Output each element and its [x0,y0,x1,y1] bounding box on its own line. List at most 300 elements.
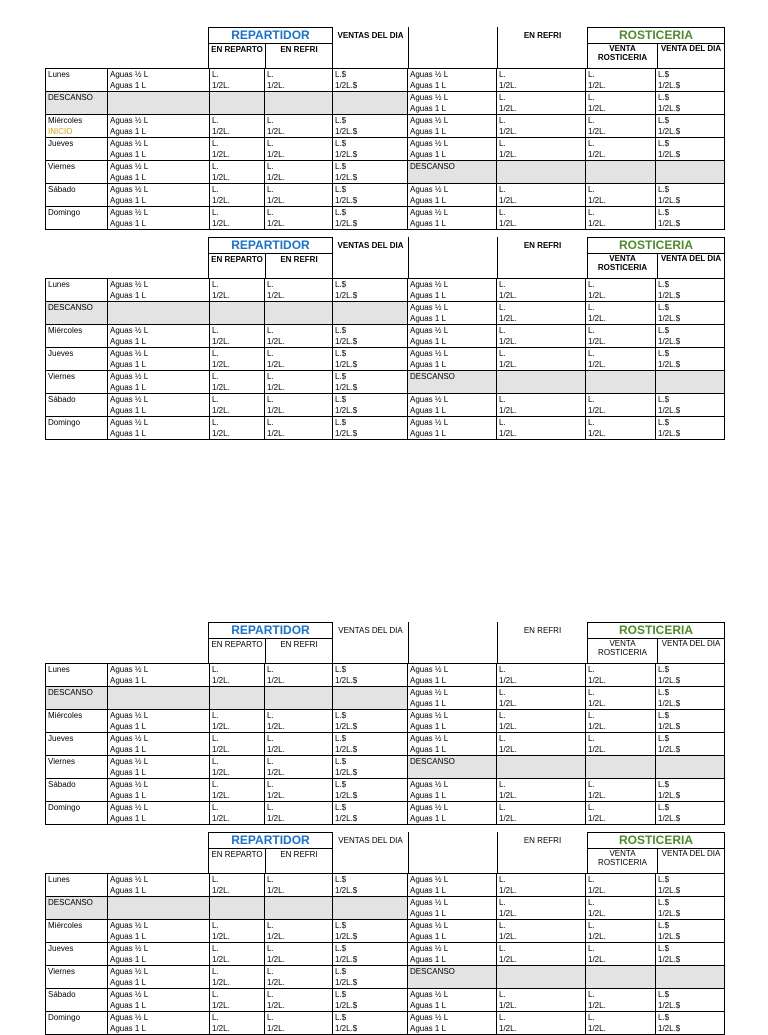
day-label: Viernes [48,967,75,976]
aguas-one-label: Aguas 1 L [410,314,447,323]
aguas-cell-2 [408,779,497,802]
venta-rosticeria-cell [586,687,656,710]
half-liter-amount-label: 1/2L.$ [658,1024,681,1033]
aguas-half-label: Aguas ½ L [110,1013,149,1022]
day-label: Domingo [48,803,81,812]
half-liter-label: 1/2L. [267,406,285,415]
venta-del-dia-cell [656,115,725,138]
col-ventas-del-dia: VENTAS DEL DIA [338,836,403,845]
half-liter-amount-label: 1/2L.$ [335,932,358,941]
aguas-one-label: Aguas 1 L [410,1024,447,1033]
ventas-cell [333,710,408,733]
en-reparto-cell [210,371,265,394]
aguas-half-label: Aguas ½ L [410,875,449,884]
en-reparto-cell [210,897,265,920]
day-label: Miércoles [48,711,83,720]
half-liter-amount-label: 1/2L.$ [658,196,681,205]
liter-label: L. [499,280,506,289]
liter-label: L. [212,280,219,289]
half-liter-label: 1/2L. [499,104,517,113]
liter-label: L. [588,803,595,812]
aguas-cell [108,325,210,348]
day-cell [46,1012,108,1035]
aguas-cell [108,802,210,825]
en-refri-cell [265,756,333,779]
en-reparto-cell [210,207,265,230]
liter-amount-label: L.$ [335,780,347,789]
half-liter-amount-label: 1/2L.$ [658,337,681,346]
liter-amount-label: L.$ [335,921,347,930]
aguas-cell-2 [408,687,497,710]
half-liter-label: 1/2L. [499,360,517,369]
ventas-cell [333,897,408,920]
col-en-refri: EN REFRI [265,254,332,279]
liter-label: L. [499,898,506,907]
table-row [46,161,725,184]
en-reparto-cell [210,989,265,1012]
table-row [46,989,725,1012]
liter-label: L. [267,326,274,335]
liter-label: L. [588,139,595,148]
liter-label: L. [267,395,274,404]
liter-label: L. [499,944,506,953]
en-refri-cell-2 [497,920,586,943]
liter-label: L. [267,990,274,999]
half-liter-label: 1/2L. [588,406,606,415]
half-liter-label: 1/2L. [499,291,517,300]
venta-del-dia-cell [656,756,725,779]
liter-label: L. [267,921,274,930]
liter-amount-label: L.$ [658,780,670,789]
aguas-one-label: Aguas 1 L [110,337,147,346]
half-liter-label: 1/2L. [588,219,606,228]
en-refri-cell [265,874,333,897]
schedule-table [45,873,725,1035]
schedule-block [45,237,724,440]
aguas-cell-2 [408,92,497,115]
half-liter-amount-label: 1/2L.$ [658,955,681,964]
aguas-cell-2 [408,69,497,92]
liter-amount-label: L.$ [335,372,347,381]
en-refri-cell [265,138,333,161]
day-label: Sábado [48,185,76,194]
liter-label: L. [212,70,219,79]
col-ventas-del-dia: VENTAS DEL DIA [337,241,404,250]
venta-rosticeria-cell [586,161,656,184]
venta-rosticeria-cell [586,325,656,348]
aguas-one-label: Aguas 1 L [110,791,147,800]
en-reparto-cell [210,710,265,733]
liter-label: L. [499,208,506,217]
en-refri-cell [265,325,333,348]
aguas-one-label: Aguas 1 L [110,150,147,159]
liter-label: L. [499,70,506,79]
en-refri-cell-2 [497,943,586,966]
liter-label: L. [267,875,274,884]
aguas-one-label: Aguas 1 L [410,1001,447,1010]
half-liter-amount-label: 1/2L.$ [658,676,681,685]
liter-amount-label: L.$ [335,990,347,999]
half-liter-label: 1/2L. [212,196,230,205]
ventas-cell [333,92,408,115]
aguas-cell-2 [408,161,497,184]
en-refri-cell-2 [497,417,586,440]
aguas-cell [108,920,210,943]
aguas-half-label: Aguas ½ L [410,898,449,907]
half-liter-label: 1/2L. [499,722,517,731]
aguas-half-label: Aguas ½ L [410,116,449,125]
half-liter-label: 1/2L. [588,104,606,113]
aguas-one-label: Aguas 1 L [410,699,447,708]
venta-rosticeria-cell [586,710,656,733]
day-cell [46,325,108,348]
half-liter-amount-label: 1/2L.$ [658,745,681,754]
en-refri-cell [265,69,333,92]
col-en-refri: EN REFRI [265,849,332,874]
aguas-one-label: Aguas 1 L [410,337,447,346]
aguas-one-label: Aguas 1 L [410,722,447,731]
descanso-label: DESCANSO [48,303,93,312]
col-venta-rosticeria: VENTA ROSTICERIA [587,638,657,663]
aguas-one-label: Aguas 1 L [110,219,147,228]
liter-label: L. [212,944,219,953]
liter-label: L. [267,70,274,79]
liter-amount-label: L.$ [335,967,347,976]
aguas-one-label: Aguas 1 L [110,1001,147,1010]
liter-label: L. [212,967,219,976]
day-cell [46,394,108,417]
half-liter-amount-label: 1/2L.$ [658,699,681,708]
en-refri-cell-2 [497,302,586,325]
day-cell [46,710,108,733]
day-cell [46,138,108,161]
table-row [46,920,725,943]
col-en-refri: EN REFRI [265,639,332,664]
liter-amount-label: L.$ [658,70,670,79]
half-liter-label: 1/2L. [267,955,285,964]
aguas-one-label: Aguas 1 L [110,173,147,182]
liter-amount-label: L.$ [335,711,347,720]
en-refri-cell-2 [497,184,586,207]
venta-del-dia-cell [656,874,725,897]
ventas-cell [333,371,408,394]
en-reparto-cell [210,1012,265,1035]
half-liter-label: 1/2L. [267,383,285,392]
ventas-header [332,832,409,873]
half-liter-label: 1/2L. [212,1024,230,1033]
liter-label: L. [588,990,595,999]
aguas-half-label: Aguas ½ L [110,967,149,976]
liter-label: L. [499,116,506,125]
liter-amount-label: L.$ [658,395,670,404]
venta-rosticeria-cell [586,874,656,897]
header-row [45,832,724,873]
liter-label: L. [212,1013,219,1022]
aguas-one-label: Aguas 1 L [410,219,447,228]
half-liter-amount-label: 1/2L.$ [335,383,358,392]
half-liter-label: 1/2L. [588,360,606,369]
aguas-one-label: Aguas 1 L [410,291,447,300]
en-refri-cell-2 [497,897,586,920]
half-liter-label: 1/2L. [588,150,606,159]
liter-amount-label: L.$ [335,280,347,289]
aguas-one-label: Aguas 1 L [410,104,447,113]
liter-label: L. [267,967,274,976]
rosticeria-title: ROSTICERIA [587,832,724,849]
liter-amount-label: L.$ [658,921,670,930]
half-liter-label: 1/2L. [588,745,606,754]
half-liter-amount-label: 1/2L.$ [658,360,681,369]
aguas-half-label: Aguas ½ L [410,1013,449,1022]
liter-label: L. [267,418,274,427]
venta-rosticeria-cell [586,69,656,92]
col-ventas-del-dia: VENTAS DEL DIA [338,626,403,635]
descanso-label: DESCANSO [410,757,455,766]
aguas-half-label: Aguas ½ L [110,162,149,171]
day-label: Miércoles [48,116,83,125]
en-refri-cell-2 [497,733,586,756]
table-row [46,943,725,966]
half-liter-label: 1/2L. [499,127,517,136]
aguas-cell [108,348,210,371]
ventas-cell [333,325,408,348]
half-liter-label: 1/2L. [267,932,285,941]
col-en-refri-2: EN REFRI [523,241,562,250]
col-venta-del-dia: VENTA DEL DIA [657,848,724,873]
liter-label: L. [499,688,506,697]
half-liter-label: 1/2L. [267,978,285,987]
aguas-half-label: Aguas ½ L [410,139,449,148]
table-row [46,394,725,417]
liter-label: L. [267,116,274,125]
aguas-one-label: Aguas 1 L [410,81,447,90]
ventas-cell [333,348,408,371]
aguas-half-label: Aguas ½ L [110,418,149,427]
aguas-cell-2 [408,184,497,207]
half-liter-label: 1/2L. [499,745,517,754]
ventas-cell [333,1012,408,1035]
half-liter-amount-label: 1/2L.$ [335,886,358,895]
liter-amount-label: L.$ [658,185,670,194]
day-cell [46,207,108,230]
en-reparto-cell [210,966,265,989]
liter-amount-label: L.$ [658,665,670,674]
half-liter-label: 1/2L. [588,886,606,895]
half-liter-label: 1/2L. [499,955,517,964]
liter-label: L. [499,303,506,312]
liter-amount-label: L.$ [335,875,347,884]
ventas-cell [333,779,408,802]
en-reparto-cell [210,920,265,943]
aguas-one-label: Aguas 1 L [110,955,147,964]
aguas-one-label: Aguas 1 L [110,978,147,987]
day-cell [46,989,108,1012]
half-liter-label: 1/2L. [267,429,285,438]
day-label: Lunes [48,280,70,289]
half-liter-label: 1/2L. [588,1001,606,1010]
half-liter-amount-label: 1/2L.$ [658,932,681,941]
aguas-cell [108,207,210,230]
aguas-half-label: Aguas ½ L [410,944,449,953]
day-label: Viernes [48,162,75,171]
en-refri-cell [265,1012,333,1035]
venta-del-dia-cell [656,138,725,161]
half-liter-label: 1/2L. [212,676,230,685]
half-liter-amount-label: 1/2L.$ [335,219,358,228]
table-row [46,371,725,394]
liter-amount-label: L.$ [335,734,347,743]
liter-label: L. [499,326,506,335]
rosticeria-header [497,622,725,663]
day-cell [46,664,108,687]
liter-label: L. [499,665,506,674]
table-row [46,664,725,687]
en-refri-cell [265,802,333,825]
ventas-cell [333,161,408,184]
en-refri-cell [265,302,333,325]
half-liter-label: 1/2L. [212,360,230,369]
aguas-half-label: Aguas ½ L [410,303,449,312]
en-refri-cell [265,394,333,417]
ventas-cell [333,756,408,779]
aguas-cell-2 [408,371,497,394]
liter-label: L. [212,990,219,999]
aguas-one-label: Aguas 1 L [110,1024,147,1033]
ventas-header [332,622,409,663]
half-liter-amount-label: 1/2L.$ [658,722,681,731]
en-reparto-cell [210,348,265,371]
aguas-cell-2 [408,279,497,302]
venta-rosticeria-cell [586,802,656,825]
half-liter-amount-label: 1/2L.$ [658,291,681,300]
liter-amount-label: L.$ [658,875,670,884]
table-row [46,687,725,710]
day-cell [46,279,108,302]
descanso-label: DESCANSO [410,372,455,381]
liter-label: L. [588,875,595,884]
liter-label: L. [212,372,219,381]
day-cell [46,733,108,756]
repartidor-title: REPARTIDOR [209,238,332,254]
aguas-cell [108,115,210,138]
aguas-cell-2 [408,664,497,687]
en-refri-cell [265,92,333,115]
schedule-table [45,68,725,230]
aguas-cell-2 [408,874,497,897]
half-liter-label: 1/2L. [267,81,285,90]
aguas-one-label: Aguas 1 L [110,383,147,392]
liter-amount-label: L.$ [658,139,670,148]
schedule-table [45,663,725,825]
liter-amount-label: L.$ [335,1013,347,1022]
col-en-reparto: EN REPARTO [211,640,263,649]
half-liter-label: 1/2L. [212,978,230,987]
en-refri-cell-2 [497,664,586,687]
repartidor-title: REPARTIDOR [209,28,332,44]
aguas-half-label: Aguas ½ L [110,711,149,720]
col-ventas-del-dia: VENTAS DEL DIA [337,31,404,40]
rosticeria-header [497,832,725,873]
aguas-half-label: Aguas ½ L [110,326,149,335]
en-refri-cell [265,966,333,989]
liter-label: L. [588,395,595,404]
aguas-cell-2 [408,207,497,230]
rosticeria-title: ROSTICERIA [587,622,724,639]
aguas-half-label: Aguas ½ L [410,711,449,720]
aguas-cell-2 [408,802,497,825]
en-refri-cell-2 [497,115,586,138]
venta-del-dia-cell [656,1012,725,1035]
day-cell [46,302,108,325]
venta-del-dia-cell [656,733,725,756]
venta-rosticeria-cell [586,664,656,687]
aguas-half-label: Aguas ½ L [410,185,449,194]
en-reparto-cell [210,687,265,710]
aguas-cell-2 [408,989,497,1012]
liter-label: L. [212,139,219,148]
liter-label: L. [588,665,595,674]
venta-rosticeria-cell [586,1012,656,1035]
aguas-half-label: Aguas ½ L [110,875,149,884]
venta-rosticeria-cell [586,943,656,966]
liter-amount-label: L.$ [658,93,670,102]
liter-label: L. [267,349,274,358]
repartidor-title: REPARTIDOR [209,623,332,639]
day-label: Jueves [48,139,74,148]
ventas-cell [333,115,408,138]
table-row [46,302,725,325]
half-liter-label: 1/2L. [588,196,606,205]
half-liter-label: 1/2L. [267,722,285,731]
half-liter-label: 1/2L. [499,219,517,228]
liter-label: L. [499,734,506,743]
en-refri-cell-2 [497,207,586,230]
half-liter-label: 1/2L. [212,81,230,90]
venta-del-dia-cell [656,802,725,825]
en-refri-cell-2 [497,687,586,710]
liter-label: L. [212,803,219,812]
repartidor-header [208,622,333,664]
liter-label: L. [588,303,595,312]
schedule-block [45,27,724,230]
aguas-one-label: Aguas 1 L [410,150,447,159]
table-row [46,184,725,207]
ventas-cell [333,302,408,325]
aguas-half-label: Aguas ½ L [110,944,149,953]
liter-label: L. [267,665,274,674]
ventas-cell [333,733,408,756]
aguas-half-label: Aguas ½ L [410,349,449,358]
en-refri-cell [265,920,333,943]
rosticeria-header [497,27,725,68]
half-liter-amount-label: 1/2L.$ [335,173,358,182]
half-liter-amount-label: 1/2L.$ [658,886,681,895]
day-label: Sábado [48,990,76,999]
ventas-cell [333,687,408,710]
half-liter-label: 1/2L. [212,955,230,964]
en-refri-cell-2 [497,138,586,161]
liter-label: L. [267,280,274,289]
half-liter-amount-label: 1/2L.$ [335,429,358,438]
liter-amount-label: L.$ [658,116,670,125]
liter-amount-label: L.$ [335,326,347,335]
ventas-cell [333,184,408,207]
half-liter-amount-label: 1/2L.$ [335,150,358,159]
en-refri-cell [265,779,333,802]
day-cell [46,920,108,943]
liter-label: L. [267,711,274,720]
liter-label: L. [499,139,506,148]
